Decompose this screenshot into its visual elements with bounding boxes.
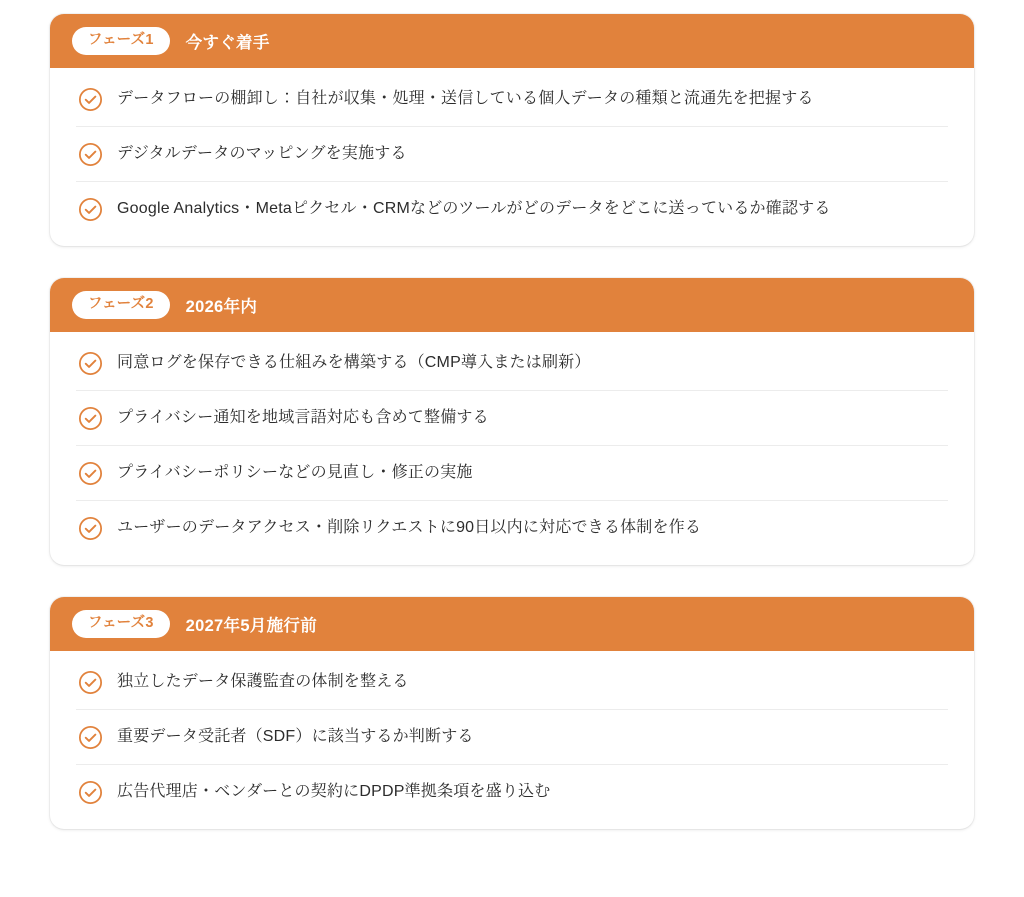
task-row[interactable] bbox=[76, 336, 948, 391]
task-row[interactable] bbox=[76, 127, 948, 182]
check-circle-icon bbox=[78, 780, 103, 805]
task-text: 重要データ受託者（SDF）に該当するか判断する bbox=[117, 728, 474, 746]
task-text: プライバシーポリシーなどの見直し・修正の実施 bbox=[117, 464, 473, 482]
phase-header-3 bbox=[50, 597, 974, 651]
task-text: Google Analytics・Metaピクセル・CRMなどのツールがどのデータをどこに送っているか確認する bbox=[117, 200, 831, 218]
check-circle-icon bbox=[78, 725, 103, 750]
task-row[interactable] bbox=[76, 72, 948, 127]
phase-body-2 bbox=[50, 332, 974, 565]
task-text: デジタルデータのマッピングを実施する bbox=[117, 145, 407, 163]
task-text: 広告代理店・ベンダーとの契約にDPDP準拠条項を盛り込む bbox=[117, 783, 551, 801]
check-circle-icon bbox=[78, 406, 103, 431]
check-circle-icon bbox=[78, 516, 103, 541]
phase-badge-3: フェーズ3 bbox=[72, 610, 170, 638]
task-row[interactable] bbox=[76, 765, 948, 819]
phase-card-3 bbox=[50, 597, 974, 829]
task-row[interactable] bbox=[76, 655, 948, 710]
task-text: ユーザーのデータアクセス・削除リクエストに90日以内に対応できる体制を作る bbox=[117, 519, 702, 537]
task-row[interactable] bbox=[76, 501, 948, 555]
phase-header-1 bbox=[50, 14, 974, 68]
check-circle-icon bbox=[78, 197, 103, 222]
check-circle-icon bbox=[78, 142, 103, 167]
phase-title-2: 2026年内 bbox=[185, 298, 258, 316]
phase-card-2 bbox=[50, 278, 974, 565]
phase-header-2 bbox=[50, 278, 974, 332]
phase-title-3: 2027年5月施行前 bbox=[185, 617, 318, 635]
phase-body-3 bbox=[50, 651, 974, 829]
task-row[interactable] bbox=[76, 391, 948, 446]
check-circle-icon bbox=[78, 351, 103, 376]
task-text: プライバシー通知を地域言語対応も含めて整備する bbox=[117, 409, 489, 427]
task-row[interactable] bbox=[76, 710, 948, 765]
task-row[interactable] bbox=[76, 182, 948, 236]
phase-card-1 bbox=[50, 14, 974, 246]
phase-title-1: 今すぐ着手 bbox=[185, 34, 270, 52]
phase-badge-2: フェーズ2 bbox=[72, 291, 170, 319]
task-text: データフローの棚卸し：自社が収集・処理・送信している個人データの種類と流通先を把握する bbox=[117, 90, 814, 108]
phase-body-1 bbox=[50, 68, 974, 246]
phase-badge-1: フェーズ1 bbox=[72, 27, 170, 55]
task-text: 同意ログを保存できる仕組みを構築する（CMP導入または刷新） bbox=[117, 354, 591, 372]
check-circle-icon bbox=[78, 461, 103, 486]
task-row[interactable] bbox=[76, 446, 948, 501]
check-circle-icon bbox=[78, 87, 103, 112]
task-text: 独立したデータ保護監査の体制を整える bbox=[117, 673, 409, 691]
check-circle-icon bbox=[78, 670, 103, 695]
